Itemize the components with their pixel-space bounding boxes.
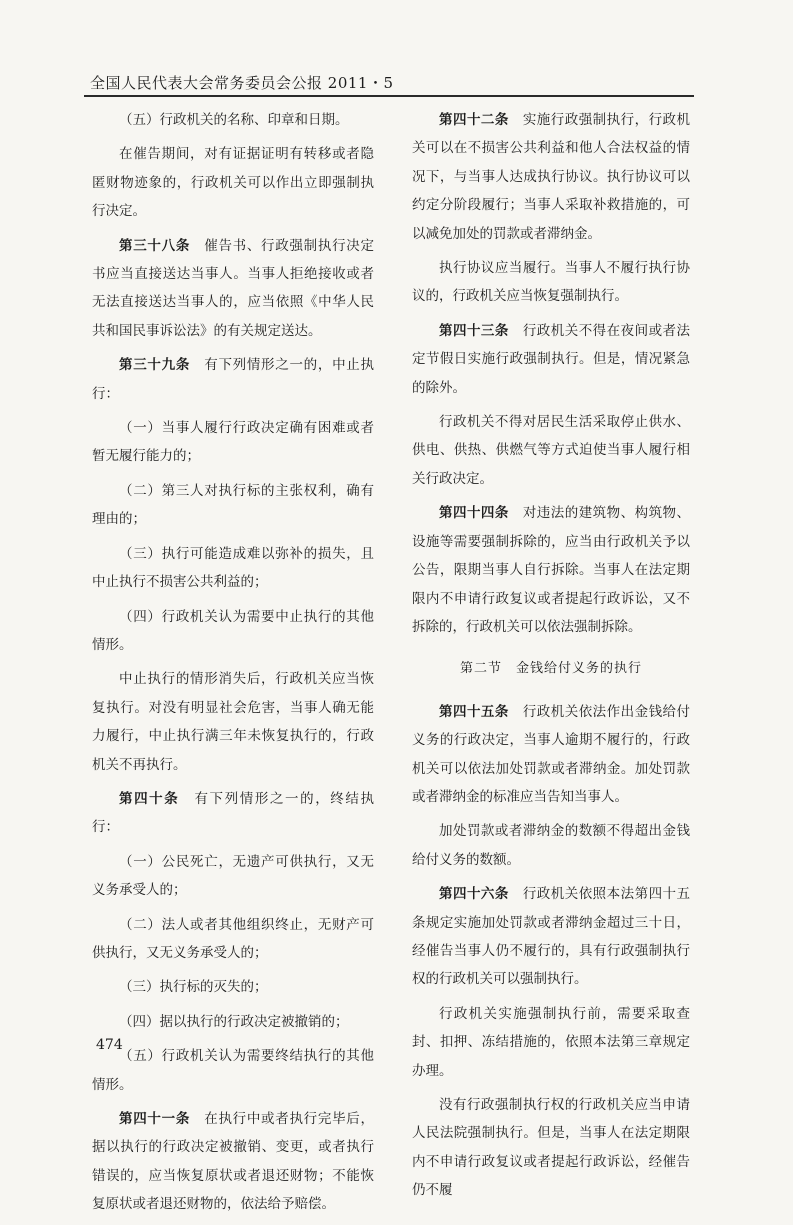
article-number: 第四十三条: [439, 322, 509, 339]
paragraph: [92, 540, 374, 597]
paragraph: [412, 1091, 690, 1205]
section-title: 第二节 金钱给付义务的执行: [459, 661, 642, 677]
article-number: 第四十一条: [119, 1111, 191, 1127]
paragraph: [412, 1000, 690, 1085]
article-number: 第三十八条: [119, 237, 191, 254]
paragraph: [92, 414, 374, 471]
left-column: [92, 106, 374, 1225]
paragraph: [412, 254, 690, 311]
article-number: 第四十条: [119, 790, 180, 807]
paragraph-text: （一）当事人履行行政决定确有困难或者暂无履行能力的；: [92, 420, 374, 465]
paragraph-text: 有下列情形之一的，终结执行：: [92, 790, 374, 836]
paragraph: [92, 911, 374, 968]
journal-header: 全国人民代表大会常务委员会公报 2011・5: [90, 74, 394, 92]
right-column: [412, 106, 690, 1211]
article-number: 第四十五条: [439, 703, 509, 720]
paragraph-text: 没有行政强制执行权的行政机关应当申请人民法院强制执行。但是，当事人在法定期限内不申请行政复议或者提起行政诉讼，经催告仍不履: [412, 1097, 690, 1199]
paragraph-text: 中止执行的情形消失后，行政机关应当恢复执行。对没有明显社会危害，当事人确无能力履行，中止执行满三年未恢复执行的，行政机关不再执行。: [92, 671, 374, 773]
paragraph-text: 在催告期间，对有证据证明有转移或者隐匿财物迹象的，行政机关可以作出立即强制执行决定。: [92, 146, 374, 220]
page-number: 474: [96, 1037, 123, 1053]
paragraph-text: （四）据以执行的行政决定被撤销的；: [119, 1013, 349, 1030]
paragraph: [92, 603, 374, 660]
paragraph-text: 行政机关依照本法第四十五条规定实施加处罚款或者滞纳金超过三十日，经催告当事人仍不履行的，具有行政强制执行权的行政机关可以强制执行。: [412, 886, 691, 988]
paragraph-text: （二）法人或者其他组织终止，无财产可供执行，又无义务承受人的；: [92, 916, 374, 961]
paragraph: [92, 665, 374, 779]
paragraph: [92, 848, 374, 905]
paragraph-text: 在执行中或者执行完毕后，据以执行的行政决定被撤销、变更，或者执行错误的，应当恢复原状或者退还财物；不能恢复原状或者退还财物的，依法给予赔偿。: [92, 1111, 375, 1213]
paragraph: [92, 351, 374, 408]
paragraph: [92, 232, 374, 346]
article-number: 第四十二条: [439, 112, 509, 128]
paragraph: [92, 1042, 374, 1099]
paragraph: [412, 817, 690, 874]
paragraph: [412, 317, 690, 402]
paragraph: [92, 140, 374, 225]
paragraph-text: （三）执行可能造成难以弥补的损失，且中止执行不损害公共利益的；: [92, 545, 374, 591]
paragraph-text: 对违法的建筑物、构筑物、设施等需要强制拆除的，应当由行政机关予以公告，限期当事人自行拆除。当事人在法定期限内不申请行政复议或者提起行政诉讼，又不拆除的，行政机关可以依法强制拆除。: [412, 505, 691, 635]
paragraph-text: 行政机关不得在夜间或者法定节假日实施行政强制执行。但是，情况紧急的除外。: [412, 322, 691, 396]
paragraph: [92, 785, 374, 842]
paragraph-text: 加处罚款或者滞纳金的数额不得超出金钱给付义务的数额。: [412, 823, 690, 868]
paragraph-text: 实施行政强制执行，行政机关可以在不损害公共利益和他人合法权益的情况下，与当事人达成执行协议。执行协议可以约定分阶段履行；当事人采取补救措施的，可以减免加处的罚款或者滞纳金。: [412, 112, 691, 242]
paragraph-text: （二）第三人对执行标的主张权利，确有理由的；: [92, 482, 374, 528]
paragraph: [92, 1008, 374, 1036]
paragraph-text: （一）公民死亡，无遗产可供执行，又无义务承受人的；: [92, 853, 374, 899]
paragraph: [412, 408, 690, 493]
paragraph-text: （三）执行标的灭失的；: [119, 979, 268, 996]
paragraph-text: 行政机关不得对居民生活采取停止供水、供电、供热、供燃气等方式迫使当事人履行相关行政决定。: [412, 414, 690, 487]
paragraph: [412, 499, 690, 641]
paragraph-text: 有下列情形之一的，中止执行：: [92, 357, 375, 402]
paragraph: [92, 477, 374, 534]
header-rule: [84, 95, 694, 97]
paragraph: [92, 106, 374, 134]
paragraph-text: 催告书、行政强制执行决定书应当直接送达当事人。当事人拒绝接收或者无法直接送达当事人的，应当依照《中华人民共和国民事诉讼法》的有关规定送达。: [92, 237, 375, 339]
paragraph-text: （五）行政机关认为需要终结执行的其他情形。: [92, 1048, 374, 1093]
paragraph: [412, 106, 690, 248]
paragraph: [412, 880, 690, 994]
article-number: 第三十九条: [119, 357, 191, 374]
paragraph-text: 执行协议应当履行。当事人不履行执行协议的，行政机关应当恢复强制执行。: [412, 260, 690, 305]
article-number: 第四十六条: [439, 886, 509, 903]
paragraph-text: （五）行政机关的名称、印章和日期。: [119, 112, 349, 128]
paragraph-text: （四）行政机关认为需要中止执行的其他情形。: [92, 608, 374, 653]
paragraph-text: 行政机关依法作出金钱给付义务的行政决定，当事人逾期不履行的，行政机关可以依法加处罚款或者滞纳金。加处罚款或者滞纳金的标准应当告知当事人。: [412, 703, 691, 805]
right-column-lower: [412, 698, 690, 1205]
paragraph: [92, 1105, 374, 1219]
paragraph: [412, 698, 690, 812]
right-column-upper: [412, 106, 690, 641]
article-number: 第四十四条: [439, 505, 509, 522]
paragraph: [92, 973, 374, 1001]
paragraph-text: 行政机关实施强制执行前，需要采取查封、扣押、冻结措施的，依照本法第三章规定办理。: [412, 1005, 690, 1079]
